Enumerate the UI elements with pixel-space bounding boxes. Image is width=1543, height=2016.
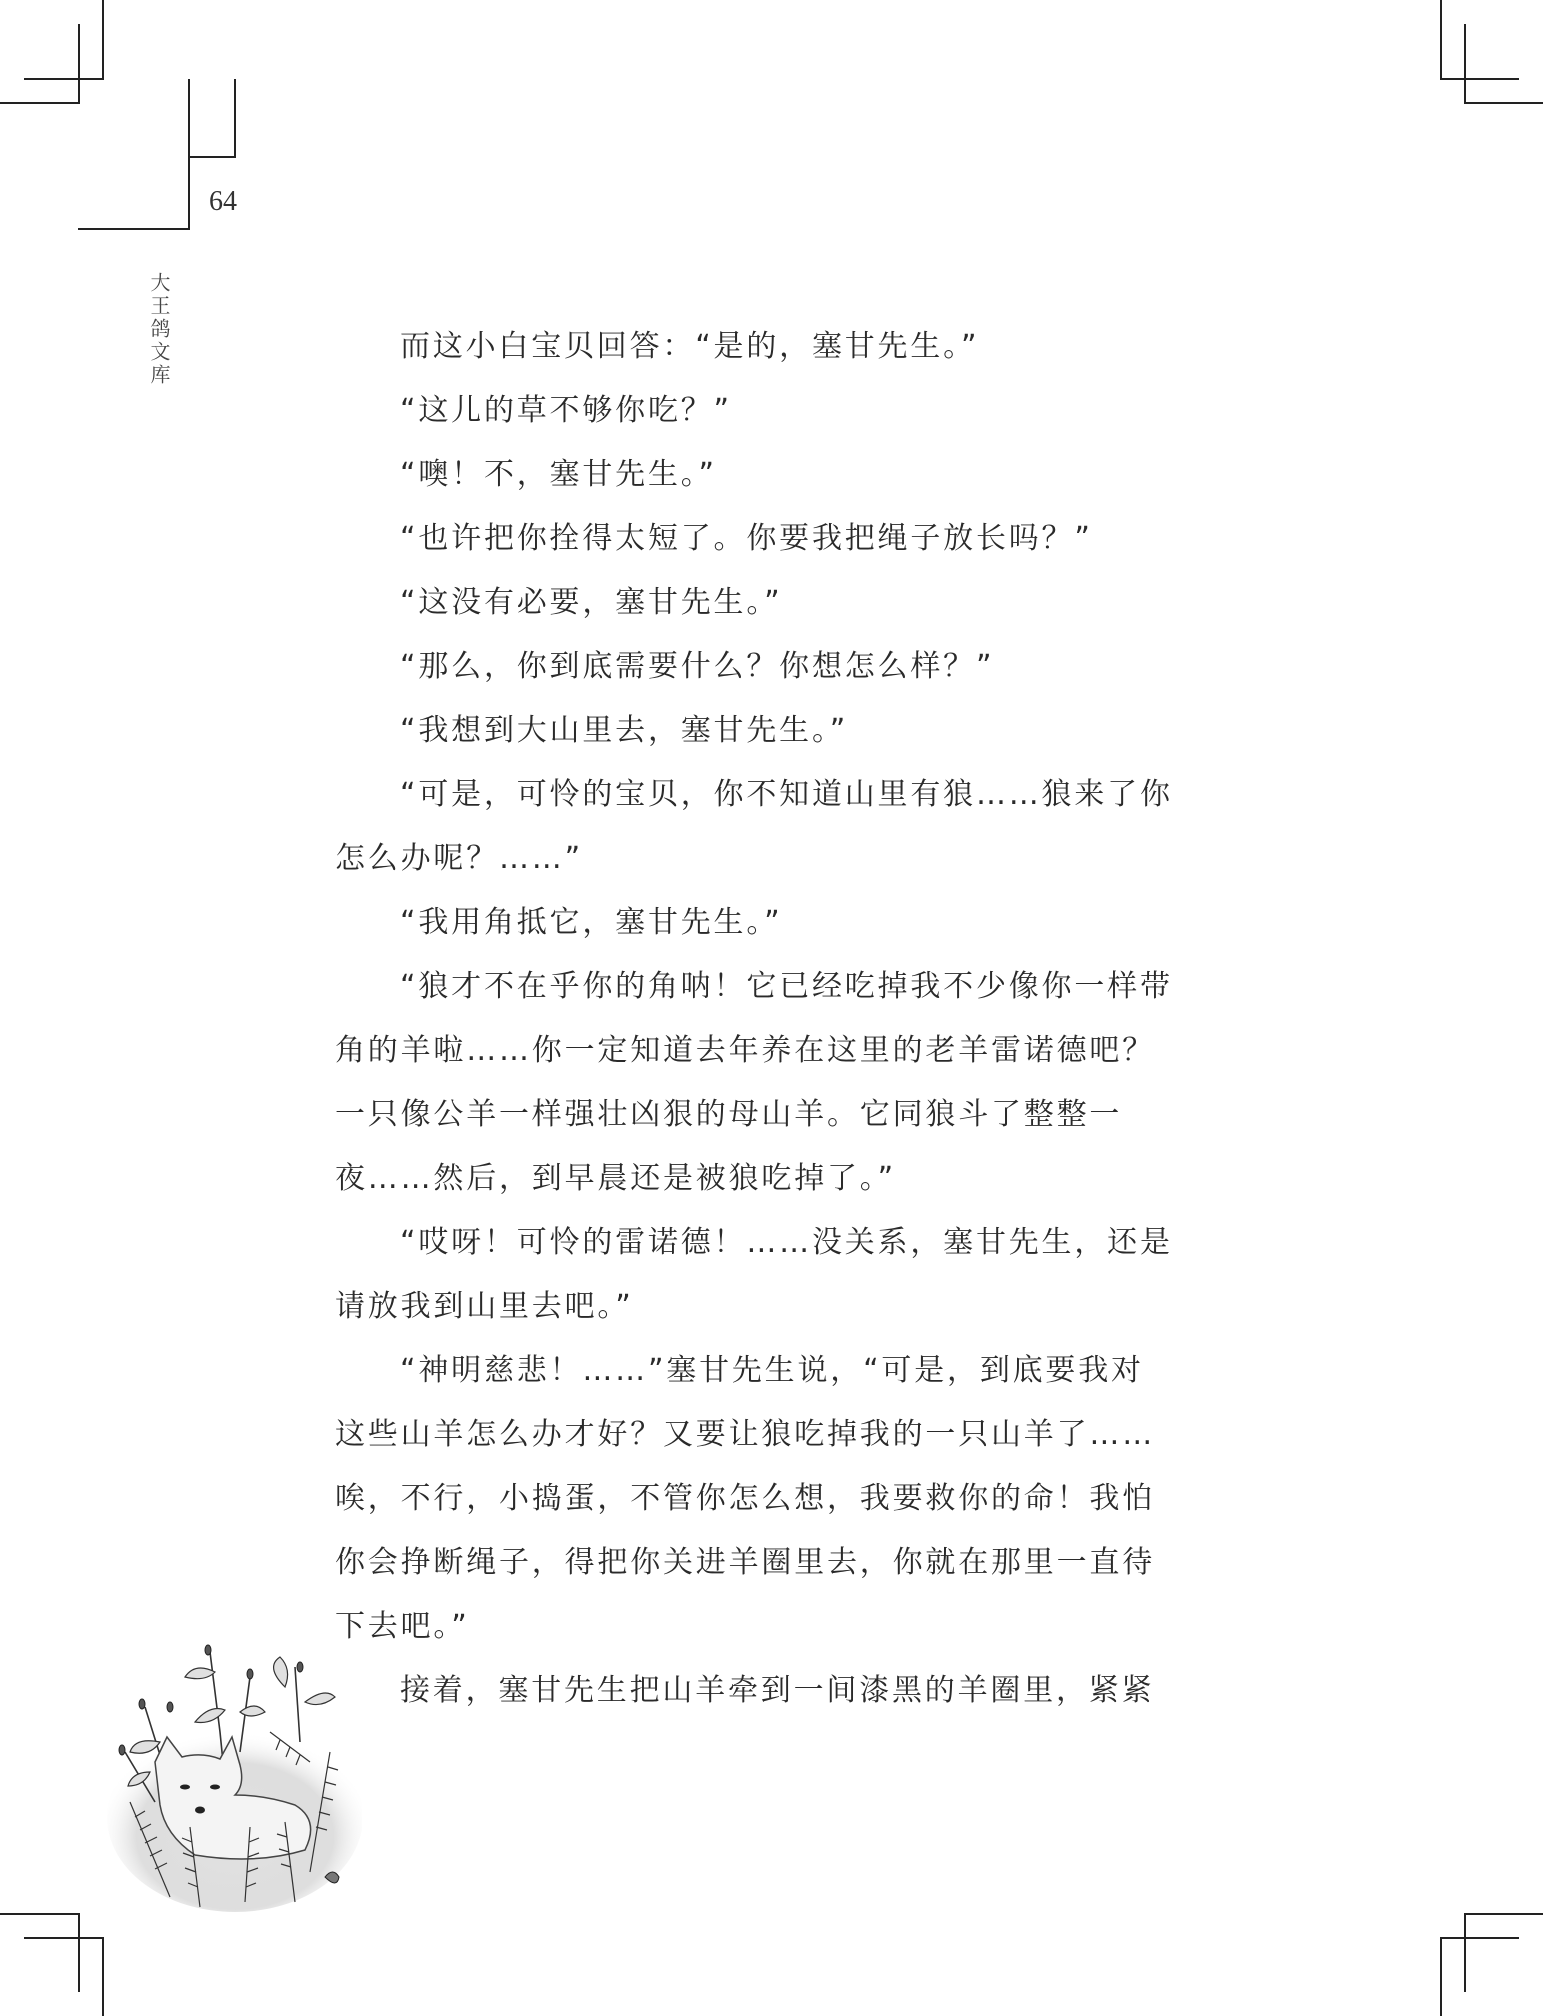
crop-mark [1440,1937,1519,1939]
text-line: 请放我到山里去吧。” [335,1289,634,1324]
crop-mark [0,102,80,104]
text-line: 接着，塞甘先生把山羊牵到一间漆黑的羊圈里，紧紧 [400,1673,1155,1708]
crop-mark [102,1937,104,2016]
text-line: “噢！不，塞甘先生。” [400,457,717,492]
text-line: “我想到大山里去，塞甘先生。” [400,713,849,748]
text-line: “可是，可怜的宝贝，你不知道山里有狼……狼来了你 [400,777,1173,812]
text-line: 唉，不行，小捣蛋，不管你怎么想，我要救你的命！我怕 [335,1481,1155,1516]
text-line: 下去吧。” [335,1609,470,1644]
crop-mark [24,78,104,80]
text-line: “那么，你到底需要什么？你想怎么样？” [400,649,995,684]
page-number: 64 [209,186,237,217]
crop-mark [1464,102,1543,104]
crop-mark [1440,78,1519,80]
text-line: “神明慈悲！……”塞甘先生说，“可是，到底要我对 [400,1353,1144,1388]
crop-mark [1440,1937,1442,2016]
text-line: “也许把你拴得太短了。你要我把绳子放长吗？” [400,521,1093,556]
folio-rule [78,228,190,230]
text-line: 这些山羊怎么办才好？又要让狼吃掉我的一只山羊了…… [335,1417,1155,1452]
folio-rule [234,79,236,158]
text-line: “这儿的草不够你吃？” [400,393,732,428]
fox-illustration [100,1612,362,1912]
series-title: 大王鸽文库 [147,272,171,387]
folio-rule [188,79,190,230]
crop-mark [78,24,80,103]
crop-mark [1464,24,1466,103]
text-line: 角的羊啦……你一定知道去年养在这里的老羊雷诺德吧？ [335,1033,1155,1068]
crop-mark [1464,1913,1466,1992]
crop-mark [0,1913,80,1915]
text-line: 怎么办呢？……” [335,841,583,876]
text-line: 你会挣断绳子，得把你关进羊圈里去，你就在那里一直待 [335,1545,1155,1580]
folio-rule [188,156,236,158]
crop-mark [1464,1913,1543,1915]
crop-mark [102,0,104,79]
text-line: 一只像公羊一样强壮凶狠的母山羊。它同狼斗了整整一 [335,1097,1123,1132]
text-line: “这没有必要，塞甘先生。” [400,585,783,620]
crop-mark [24,1937,104,1939]
crop-mark [78,1913,80,1992]
crop-mark [1440,0,1442,79]
text-line: “哎呀！可怜的雷诺德！……没关系，塞甘先生，还是 [400,1225,1173,1260]
text-line: “我用角抵它，塞甘先生。” [400,905,783,940]
text-line: “狼才不在乎你的角呐！它已经吃掉我不少像你一样带 [400,969,1173,1004]
text-line: 夜……然后，到早晨还是被狼吃掉了。” [335,1161,896,1196]
body-text [335,315,1195,1723]
text-line: 而这小白宝贝回答：“是的，塞甘先生。” [400,329,980,364]
